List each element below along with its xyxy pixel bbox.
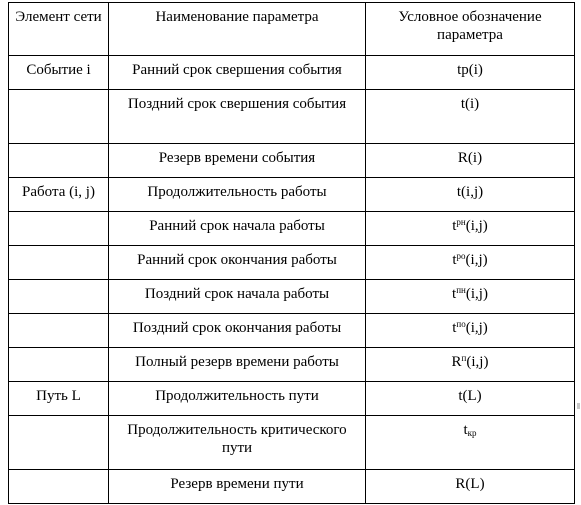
symbol-base: t: [463, 422, 468, 438]
symbol-base: t(i,j): [456, 184, 484, 200]
cell-name: Полный резерв времени работы: [109, 348, 366, 382]
cell-element: [9, 348, 109, 382]
symbol-args: (i,j): [465, 320, 488, 336]
symbol-base: R(L): [455, 476, 485, 492]
cell-name: Резерв времени события: [109, 144, 366, 178]
cell-name: Продолжительность пути: [109, 382, 366, 416]
header-row: [9, 3, 575, 56]
table-row: [9, 470, 575, 504]
cell-symbol: [366, 56, 575, 90]
symbol-superscript: по: [456, 319, 466, 329]
parameters-table: [8, 2, 575, 504]
cell-symbol: [366, 382, 575, 416]
table-row: [9, 246, 575, 280]
cell-name: Продолжительность критического пути: [109, 416, 366, 470]
symbol-base: tр(i): [457, 62, 483, 78]
cell-name: Поздний срок свершения события: [109, 90, 366, 144]
cell-symbol: [366, 470, 575, 504]
cell-element: [9, 144, 109, 178]
symbol-base: t: [452, 320, 457, 336]
symbol-base: R: [451, 354, 462, 370]
table-row: [9, 314, 575, 348]
symbol-base: t: [452, 218, 457, 234]
cell-symbol: [366, 280, 575, 314]
header-element: Элемент сети: [9, 3, 109, 56]
cell-name: Поздний срок начала работы: [109, 280, 366, 314]
symbol-superscript: п: [461, 353, 467, 363]
cell-element: [9, 470, 109, 504]
cell-symbol: [366, 90, 575, 144]
header-symbol: Условное обозначение параметра: [366, 3, 575, 56]
cell-element: Событие i: [9, 56, 109, 90]
cell-symbol: [366, 144, 575, 178]
cell-name: Продолжительность работы: [109, 178, 366, 212]
symbol-base: t: [452, 286, 457, 302]
symbol-args: (i,j): [466, 354, 489, 370]
symbol-subscript: кр: [467, 428, 477, 438]
cell-symbol: [366, 246, 575, 280]
table-row: [9, 212, 575, 246]
cell-element: [9, 246, 109, 280]
cell-element: Работа (i, j): [9, 178, 109, 212]
symbol-base: t(L): [458, 388, 482, 404]
symbol-base: R(i): [457, 150, 483, 166]
cell-name: Ранний срок начала работы: [109, 212, 366, 246]
symbol-superscript: рн: [456, 217, 466, 227]
cell-name: Поздний срок окончания работы: [109, 314, 366, 348]
table-row: [9, 178, 575, 212]
cell-element: [9, 314, 109, 348]
cell-element: Путь L: [9, 382, 109, 416]
cell-symbol: [366, 314, 575, 348]
cell-symbol: [366, 348, 575, 382]
header-name: Наименование параметра: [109, 3, 366, 56]
table-row: [9, 90, 575, 144]
symbol-superscript: ро: [456, 251, 466, 261]
cell-element: [9, 416, 109, 470]
cell-name: Резерв времени пути: [109, 470, 366, 504]
cell-element: [9, 90, 109, 144]
symbol-args: (i,j): [465, 252, 488, 268]
cell-name: Ранний срок окончания работы: [109, 246, 366, 280]
cell-name: Ранний срок свершения события: [109, 56, 366, 90]
table-row: [9, 416, 575, 470]
table-row: [9, 56, 575, 90]
table-row: [9, 382, 575, 416]
cell-element: [9, 212, 109, 246]
table-body: [9, 3, 575, 504]
symbol-args: (i,j): [465, 218, 488, 234]
table-row: [9, 144, 575, 178]
symbol-superscript: пн: [456, 285, 466, 295]
edge-marker: [577, 403, 580, 409]
symbol-args: (i,j): [465, 286, 488, 302]
cell-symbol: [366, 178, 575, 212]
cell-symbol: [366, 416, 575, 470]
table-row: [9, 348, 575, 382]
cell-element: [9, 280, 109, 314]
symbol-base: t: [452, 252, 457, 268]
table-row: [9, 280, 575, 314]
symbol-base: t(i): [460, 96, 480, 112]
cell-symbol: [366, 212, 575, 246]
